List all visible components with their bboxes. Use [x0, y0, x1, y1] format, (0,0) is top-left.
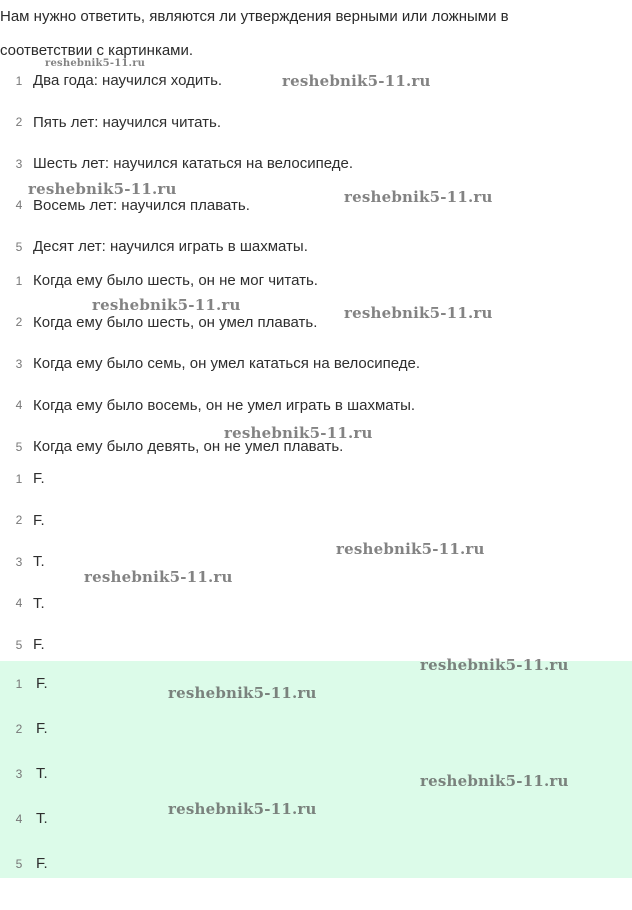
- item-number: 5: [15, 856, 23, 871]
- item-number: 5: [15, 439, 23, 454]
- item-number: 2: [15, 721, 23, 736]
- questions-list: [0, 260, 632, 468]
- watermark: reshebnik5-11.ru: [168, 800, 317, 818]
- list-item: [0, 60, 632, 102]
- true-false-list: [0, 458, 632, 666]
- item-number: 3: [15, 156, 23, 171]
- item-text: Когда ему было шесть, он не мог читать.: [33, 272, 318, 290]
- watermark: reshebnik5-11.ru: [336, 540, 485, 558]
- item-number: 2: [15, 315, 23, 330]
- list-item: [0, 541, 632, 583]
- watermark: reshebnik5-11.ru: [45, 58, 146, 69]
- answer-item: [0, 706, 632, 751]
- item-number: 4: [15, 596, 23, 611]
- watermark: reshebnik5-11.ru: [84, 568, 233, 586]
- list-item: [0, 102, 632, 144]
- statements-list: [0, 60, 632, 268]
- list-item: [0, 260, 632, 302]
- list-item: [0, 458, 632, 500]
- watermark: reshebnik5-11.ru: [92, 296, 241, 314]
- item-number: 1: [15, 273, 23, 288]
- item-text: Пять лет: научился читать.: [33, 113, 222, 131]
- item-number: 2: [15, 115, 23, 130]
- item-number: 3: [15, 766, 23, 781]
- item-number: 4: [15, 198, 23, 213]
- watermark: reshebnik5-11.ru: [344, 188, 493, 206]
- item-text: T.: [33, 553, 45, 571]
- item-text: Восемь лет: научился плавать.: [33, 196, 250, 214]
- item-number: 2: [15, 513, 23, 528]
- answer-item: [0, 751, 632, 796]
- watermark: reshebnik5-11.ru: [420, 656, 569, 674]
- list-item: [0, 185, 632, 227]
- item-text: F.: [33, 470, 45, 488]
- answer-text: T.: [36, 765, 48, 782]
- answer-text: F.: [36, 855, 48, 872]
- item-text: Когда ему было семь, он умел кататься на велосипеде.: [33, 355, 421, 373]
- answer-text: F.: [36, 720, 48, 737]
- list-item: [0, 624, 632, 666]
- answer-item: [0, 841, 632, 886]
- watermark: reshebnik5-11.ru: [168, 684, 317, 702]
- item-text: Когда ему было шесть, он умел плавать.: [33, 313, 318, 331]
- item-text: Десят лет: научился играть в шахматы.: [33, 238, 308, 256]
- item-text: F.: [33, 636, 45, 654]
- watermark: reshebnik5-11.ru: [420, 772, 569, 790]
- item-number: 4: [15, 398, 23, 413]
- list-item: [0, 500, 632, 542]
- answer-block: [0, 661, 632, 878]
- item-number: 1: [15, 73, 23, 88]
- list-item: [0, 385, 632, 427]
- item-number: 4: [15, 811, 23, 826]
- watermark: reshebnik5-11.ru: [282, 72, 431, 90]
- item-text: T.: [33, 594, 45, 612]
- answer-text: F.: [36, 675, 48, 692]
- list-item: [0, 302, 632, 344]
- watermark: reshebnik5-11.ru: [224, 424, 373, 442]
- item-number: 3: [15, 554, 23, 569]
- item-text: Когда ему было восемь, он не умел играть в шахматы.: [33, 396, 416, 414]
- list-item: [0, 143, 632, 185]
- item-number: 1: [15, 471, 23, 486]
- item-number: 1: [15, 676, 23, 691]
- item-number: 3: [15, 356, 23, 371]
- answer-text: T.: [36, 810, 48, 827]
- item-text: Шесть лет: научился кататься на велосипеде.: [33, 155, 354, 173]
- item-text: F.: [33, 511, 45, 529]
- task-description: Нам нужно ответить, являются ли утверждения верными или ложными в соответствии с картинками.: [0, 8, 509, 59]
- item-number: 5: [15, 637, 23, 652]
- watermark: reshebnik5-11.ru: [344, 304, 493, 322]
- item-text: Когда ему было девять, он не умел плавать.: [33, 438, 344, 456]
- list-item: [0, 343, 632, 385]
- list-item: [0, 583, 632, 625]
- answer-item: [0, 796, 632, 841]
- item-text: Два года: научился ходить.: [33, 72, 223, 90]
- answer-item: [0, 661, 632, 706]
- watermark: reshebnik5-11.ru: [28, 180, 177, 198]
- item-number: 5: [15, 239, 23, 254]
